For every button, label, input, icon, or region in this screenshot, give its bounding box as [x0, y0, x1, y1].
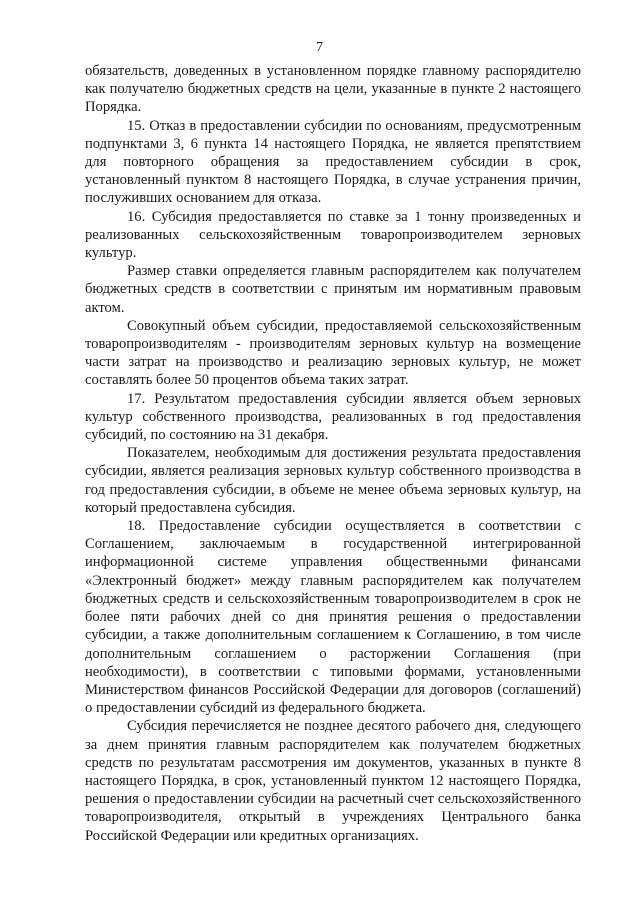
page-body [85, 62, 581, 845]
paragraph-item-18: 18. Предоставление субсидии осуществляется в соответствии с Соглашением, заключаемым в государственной интегрированной информационной системе управления общественными финансами «Электронный бюджет» между главным распорядителем как получателем бюджетных средств и сельскохозяйственным товаропроизводителем в срок не более пяти рабочих дней со дня принятия решения о предоставлении субсидии, а также дополнительным соглашением к Соглашению, в том числе дополнительным соглашением о расторжении Соглашения (при необходимости), в соответствии с типовыми формами, установленными Министерством финансов Российской Федерации для договоров (соглашений) о предоставлении субсидий из федерального бюджета. [85, 518, 581, 717]
page-number: 7 [316, 40, 323, 55]
paragraph-item-17: 17. Результатом предоставления субсидии является объем зерновых культур собственного производства, реализованных в год предоставления субсидий, по состоянию на 31 декабря. [85, 390, 581, 444]
paragraph-transfer: Субсидия перечисляется не позднее десятого рабочего дня, следующего за днем принятия главным распорядителем как получателем бюджетных средств по результатам рассмотрения им документов, указанных в пункте 8 настоящего Порядка, в срок, установленный пунктом 12 настоящего Порядка, решения о предоставлении субсидии на расчетный счет сельскохозяйственного товаропроизводителя, открытый в учреждениях Центрального банка Российской Федерации или кредитных организациях. [85, 718, 581, 844]
paragraph-total-volume: Совокупный объем субсидии, предоставляемой сельскохозяйственным товаропроизводителям - производителям зерновых культур на возмещение части затрат на производство и реализацию зерновых культур, не может составлять более 50 процентов объема таких затрат. [85, 317, 581, 389]
paragraph-indicator: Показателем, необходимым для достижения результата предоставления субсидии, является реализация зерновых культур собственного производства в год предоставления субсидии, в объеме не менее объема зерновых культур, на который предоставлена субсидия. [85, 445, 581, 516]
paragraph-item-15: 15. Отказ в предоставлении субсидии по основаниям, предусмотренным подпунктами 3, 6 пункта 14 настоящего Порядка, не является препятствием для повторного обращения за предоставлением субсидии в срок, установленный пунктом 8 настоящего Порядка, в случае устранения причин, послуживших основанием для отказа. [85, 117, 581, 207]
paragraph-item-16: 16. Субсидия предоставляется по ставке за 1 тонну произведенных и реализованных сельскохозяйственным товаропроизводителем зерновых культур. [85, 208, 581, 262]
paragraph-continuation: обязательств, доведенных в установленном порядке главному распорядителю как получателю бюджетных средств на цели, указанные в пункте 2 настоящего Порядка. [85, 63, 581, 116]
paragraph-rate-size: Размер ставки определяется главным распорядителем как получателем бюджетных средств в соответствии с принятым им нормативным правовым актом. [85, 263, 581, 316]
